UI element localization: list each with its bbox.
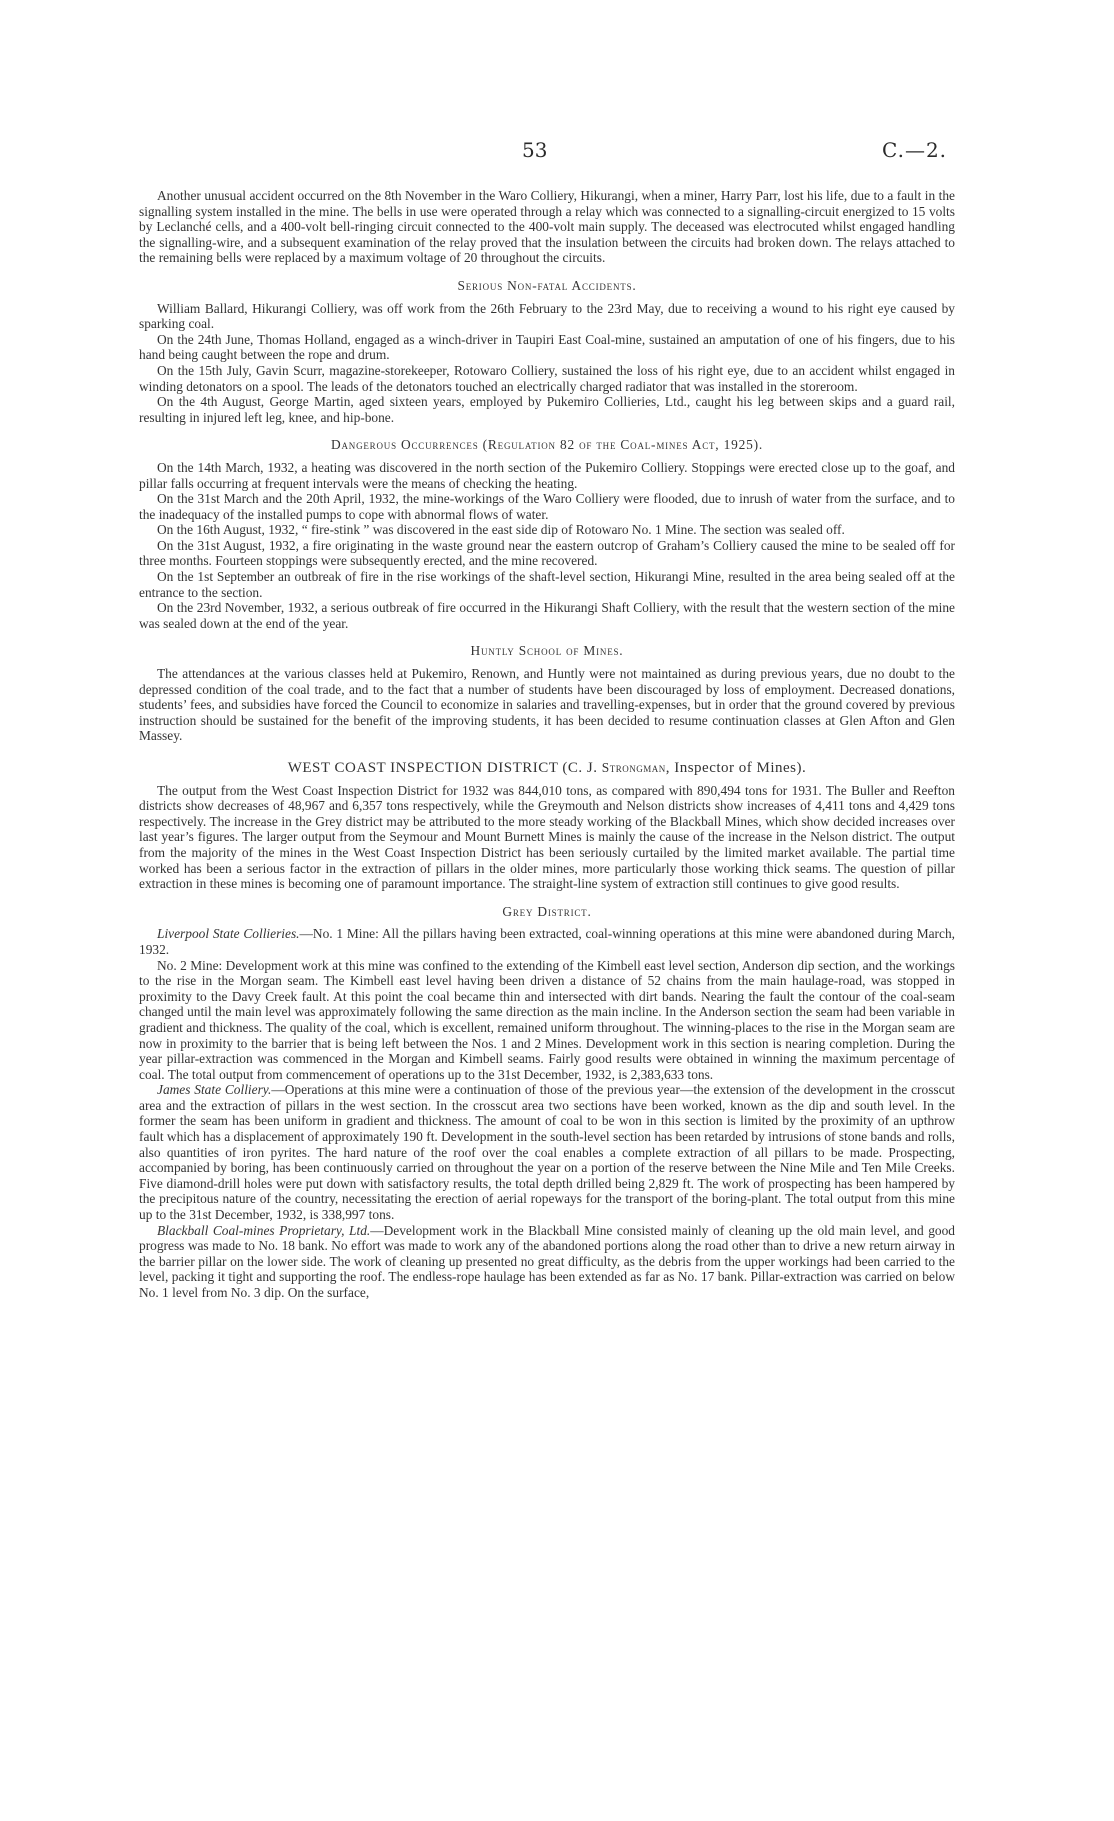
serious-accidents-heading: Serious Non-fatal Accidents.: [457, 277, 637, 293]
dangerous-paragraph: On the 31st March and the 20th April, 1932, the mine-workings of the Waro Colliery were flooded, due to inrush of water from the surface, and to the inadequacy of the installed pumps to cope with abnormal flows of water.: [139, 491, 955, 522]
dangerous-paragraph: On the 16th August, 1932, “ fire-stink ” was discovered in the east side dip of Rotowaro No. 1 Mine. The section was sealed off.: [157, 522, 845, 538]
dangerous-paragraph: On the 23rd November, 1932, a serious outbreak of fire occurred in the Hikurangi Shaft Colliery, with the result that the western section of the mine was sealed down at the end of the year.: [139, 600, 955, 631]
page-header: [0, 138, 1114, 162]
blackball-paragraph: [139, 1223, 955, 1301]
serious-paragraph: William Ballard, Hikurangi Colliery, was off work from the 26th February to the 23rd May, due to receiving a wound to his right eye caused by sparking coal.: [139, 300, 955, 332]
james-paragraph: [139, 1082, 955, 1222]
blackball-title: Blackball Coal-mines Proprietary, Ltd.: [157, 1222, 371, 1238]
james-title: James State Colliery.: [157, 1082, 272, 1098]
page-number: 53: [522, 138, 548, 162]
blackball-text: —Development work in the Blackball Mine consisted mainly of cleaning up the old main level, and good progress was made to No. 18 bank. No effort was made to work any of the abandoned portions along the road other than to drive a new return airway in the barrier pillar on the lower side. The work of cleaning up presented no great difficulty, as the debris from the upper workings had been carried to the level, packing it tight and supporting the roof. The endless-rope haulage has been extended as far as No. 17 bank. Pillar-extraction was carried on below No. 1 level from No. 3 dip. On the surface,: [139, 1222, 955, 1300]
serious-paragraph: On the 24th June, Thomas Holland, engaged as a winch-driver in Taupiri East Coal-mine, sustained an amputation of one of his fingers, due to his hand being caught between the rope and drum.: [139, 331, 955, 363]
liverpool-paragraph: [139, 926, 955, 957]
intro-paragraph: Another unusual accident occurred on the 8th November in the Waro Colliery, Hikurangi, when a miner, Harry Parr, lost his life, due to a fault in the signalling system installed in the mine. The bells in use were operated through a relay which was connected to a signalling-circuit energized to 15 volts by Leclanché cells, and a 400-volt bell-ringing circuit connected to the 400-volt main supply. The deceased was electrocuted whilst engaged handling the signalling-wire, and a subsequent examination of the relay proved that the insulation between the circuits had broken down. The relays attached to the remaining bells were replaced by a maximum voltage of 20 throughout the circuits.: [139, 188, 955, 266]
document-reference: C.—2.: [882, 138, 948, 162]
inspector-name: Strongman: [601, 760, 666, 775]
dangerous-occurrences-heading: Dangerous Occurrences (Regulation 82 of the Coal-mines Act, 1925).: [331, 437, 763, 453]
page-body: [139, 188, 955, 1301]
west-coast-district-heading: [139, 760, 955, 777]
grey-district-heading: Grey District.: [502, 903, 592, 919]
dangerous-paragraph: On the 31st August, 1932, a fire originating in the waste ground near the eastern outcrop of Graham’s Colliery caused the mine to be sealed off for three months. Fourteen stoppings were subsequently erected, and the mine recovered.: [139, 537, 955, 569]
serious-paragraph: On the 15th July, Gavin Scurr, magazine-storekeeper, Rotowaro Colliery, sustained the loss of his right eye, due to an accident whilst engaged in winding detonators on a spool. The leads of the detonators touched an electrically charged radiator that was installed in the storeroom.: [139, 362, 955, 394]
no2-mine-paragraph: No. 2 Mine: Development work at this mine was confined to the extending of the Kimbell east level section, Anderson dip section, and the workings to the rise in the Morgan seam. The Kimbell east level having been driven a distance of 52 chains from the main haulage-road, was stopped in proximity to the Davy Creek fault. At this point the coal became thin and intersected with dirt bands. Nearing the fault the contour of the coal-seam changed until the main level was approximately following the same direction as the main incline. In the Anderson section the seam had been variable in gradient and thickness. The quality of the coal, which is excellent, remained uniform throughout. The winning-places to the rise in the Morgan seam are now in proximity to the barrier that is being left between the Nos. 1 and 2 Mines. Development work in this section is nearing completion. During the year pillar-extraction was commenced in the Morgan and Kimbell seams. Fairly good results were obtained in winning the maximum percentage of coal. The total output from commencement of operations up to the 31st December, 1932, is 2,383,633 tons.: [139, 957, 955, 1082]
heading-main: WEST COAST INSPECTION DISTRICT (C. J.: [287, 760, 602, 776]
huntly-paragraph: The attendances at the various classes held at Pukemiro, Renown, and Huntly were not maintained as during previous years, due no doubt to the depressed condition of the coal trade, and to the fact that a number of students have been discouraged by loss of employment. Decreased donations, students’ fees, and subsidies have forced the Council to economize in salaries and travelling-expenses, but in order that the ground covered by previous instruction should be sustained for the benefit of the improving students, it has been decided to resume continuation classes at Glen Afton and Glen Massey.: [139, 666, 955, 744]
liverpool-text: —No. 1 Mine: All the pillars having been extracted, coal-winning operations at this mine were abandoned during March, 1932.: [139, 926, 955, 957]
huntly-school-heading: Huntly School of Mines.: [470, 643, 624, 659]
liverpool-title: Liverpool State Collieries.: [157, 926, 300, 942]
heading-rest: , Inspector of Mines).: [665, 760, 807, 776]
serious-paragraph: On the 4th August, George Martin, aged sixteen years, employed by Pukemiro Collieries, Ltd., caught his leg between skips and a guard rail, resulting in injured left leg, knee, and hip-bone.: [139, 394, 955, 425]
dangerous-paragraph: On the 1st September an outbreak of fire in the rise workings of the shaft-level section, Hikurangi Mine, resulted in the area being sealed off at the entrance to the section.: [139, 569, 955, 600]
dangerous-paragraph: On the 14th March, 1932, a heating was discovered in the north section of the Pukemiro Colliery. Stoppings were erected close up to the goaf, and pillar falls occurring at frequent intervals were the means of checking the heating.: [139, 459, 955, 491]
west-coast-paragraph: The output from the West Coast Inspection District for 1932 was 844,010 tons, as compared with 890,494 tons for 1931. The Buller and Reefton districts show decreases of 48,967 and 6,357 tons respectively, while the Greymouth and Nelson districts show increases of 4,411 tons and 4,429 tons respectively. The increase in the Grey district may be attributed to the more steady working of the Blackball Mines, which show decided increases over last year’s figures. The larger output from the Seymour and Mount Burnett Mines is mainly the cause of the increase in the Nelson district. The output from the majority of the mines in the West Coast Inspection District has been seriously curtailed by the limited market available. The partial time worked has been a serious factor in the extraction of pillars in the older mines, more particularly those working thick seams. The question of pillar extraction in these mines is becoming one of paramount importance. The straight-line system of extraction still continues to give good results.: [139, 782, 955, 892]
james-text: —Operations at this mine were a continuation of those of the previous year—the extension of the development in the crosscut area and the extraction of pillars in the west section. In the crosscut area two sections have been worked, known as the dip and south level. In the former the seam has been uniform in gradient and thickness. The amount of coal to be won in this section is limited by the proximity of an upthrow fault which has a displacement of approximately 190 ft. Development in the south-level section has been retarded by intrusions of stone bands and rolls, also quantities of iron pyrites. The hard nature of the roof over the coal enables a complete extraction of all pillars to be made. Prospecting, accompanied by boring, has been continuously carried on throughout the year on a portion of the reserve between the Nine Mile and Ten Mile Creeks. Five diamond-drill holes were put down with satisfactory results, the total depth drilled being 2,829 ft. The work of prospecting has been hampered by the precipitous nature of the country, necessitating the erection of aerial ropeways for the transport of the boring-plant. The total output from this mine up to the 31st December, 1932, is 338,997 tons.: [139, 1082, 955, 1223]
